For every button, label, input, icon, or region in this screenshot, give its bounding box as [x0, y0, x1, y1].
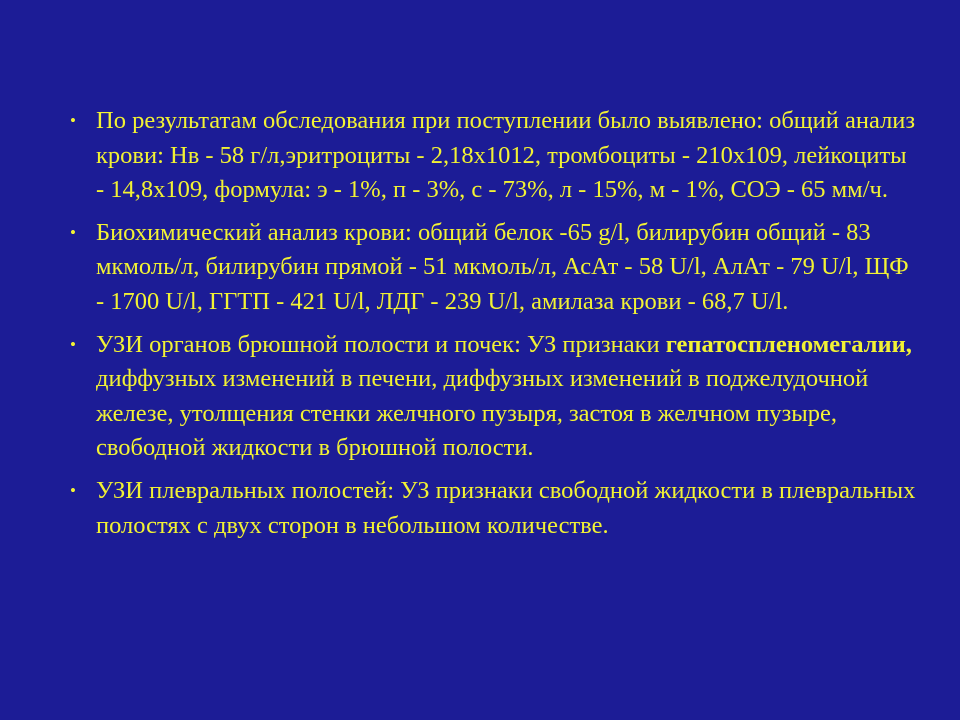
bullet-icon: •	[70, 222, 76, 242]
bullet-text: УЗИ плевральных полостей: УЗ признаки свободной жидкости в плевральных полостях с двух сторон в небольшом количестве.	[96, 476, 916, 539]
bullet-item-abdominal-ultrasound	[70, 328, 920, 466]
bullet-text-after: диффузных изменений в печени, диффузных изменений в поджелудочной железе, утолщения стенки желчного пузыря, застоя в желчном пузыре, свободной жидкости в брюшной полости.	[96, 365, 869, 462]
bullet-item-pleural-ultrasound	[70, 474, 920, 543]
bullet-text-before: УЗИ органов брюшной полости и почек: УЗ признаки	[96, 330, 666, 358]
bullet-item-blood-test	[70, 104, 920, 208]
bullet-text: Биохимический анализ крови: общий белок -65 g/l, билирубин общий - 83 мкмоль/л, билирубин прямой - 51 мкмоль/л, АсАт - 58 U/l, АлАт - 79 U/l, ЩФ - 1700 U/l, ГГТП - 421 U/l, ЛДГ - 239 U/l, амилаза крови - 68,7 U/l.	[96, 218, 909, 315]
bullet-item-biochemistry	[70, 216, 920, 320]
bullet-icon: •	[70, 480, 76, 500]
bullet-text: По результатам обследования при поступлении было выявлено: общий анализ крови: Нв - 58 г/л,эритроциты - 2,18х1012, тромбоциты - 210х109, лейкоциты - 14,8х109, формула: э - 1%, п - 3%, с - 73%, л - 15%, м - 1%, СОЭ - 65 мм/ч.	[96, 107, 916, 204]
bullet-icon: •	[70, 334, 76, 354]
bullet-list	[70, 104, 920, 551]
bullet-icon: •	[70, 111, 76, 130]
bullet-text-bold: гепатоспленомегалии,	[665, 330, 912, 358]
